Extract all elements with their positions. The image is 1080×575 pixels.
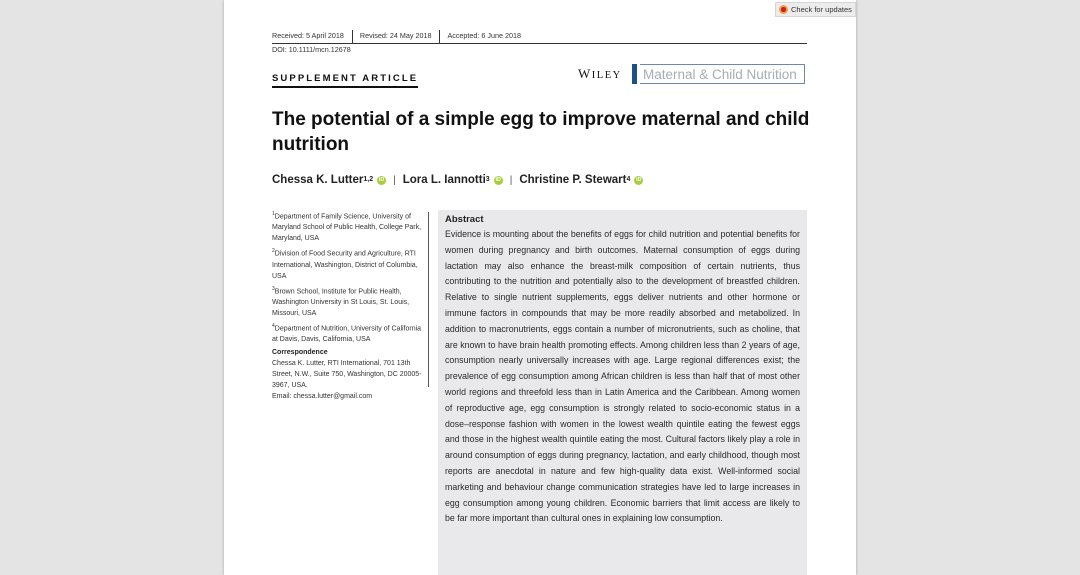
author-separator: |	[509, 174, 513, 186]
affiliations	[272, 209, 428, 402]
affiliation-number: 1	[272, 211, 275, 217]
affiliation-text: Department of Nutrition, University of California at Davis, Davis, California, USA	[272, 325, 422, 344]
affiliation-number: 2	[272, 248, 275, 255]
author-affil-sup: 4	[626, 175, 631, 183]
affiliation-number: 4	[272, 322, 275, 329]
author-name[interactable]: Lora L. Iannotti	[402, 174, 486, 186]
check-updates-label: Check for updates	[791, 5, 852, 14]
author-name[interactable]: Christine P. Stewart	[519, 174, 627, 186]
abstract-box	[438, 210, 807, 575]
article-title: The potential of a simple egg to improve maternal and child nutrition	[272, 109, 810, 155]
article-type-label: SUPPLEMENT ARTICLE	[272, 73, 418, 88]
accepted-date: Accepted: 6 June 2018	[447, 31, 521, 40]
journal-name: Maternal & Child Nutrition	[640, 64, 805, 84]
author-list	[272, 174, 643, 186]
correspondence-address: Chessa K. Lutter, RTI International, 701 13th Street, N.W., Suite 750, Washington, DC 20005-3967, USA.	[272, 360, 422, 390]
article-dates	[272, 30, 807, 44]
affiliation-text: Department of Family Science, University of Maryland School of Public Health, College Park, Maryland, USA	[272, 213, 422, 243]
revised-date: Revised: 24 May 2018	[360, 30, 441, 43]
correspondence-email[interactable]: Email: chessa.lutter@gmail.com	[272, 393, 373, 401]
author-separator: |	[393, 174, 396, 186]
author-affil-sup: 1,2	[363, 175, 374, 183]
publisher-logo-rest: ILEY	[591, 70, 622, 81]
abstract-heading: Abstract	[445, 214, 484, 225]
crossmark-icon	[779, 5, 788, 14]
publisher-logo-initial: W	[578, 66, 592, 81]
affiliation-item	[272, 246, 428, 281]
orcid-icon[interactable]: iD	[636, 176, 642, 183]
correspondence-heading: Correspondence	[272, 349, 328, 357]
affiliation-item	[272, 321, 428, 345]
affiliation-item	[272, 209, 428, 244]
affiliation-text: Division of Food Security and Agriculture, RTI International, Washington, District of Columbia, USA	[272, 250, 418, 280]
affiliation-item	[272, 284, 428, 319]
orcid-icon[interactable]: iD	[378, 176, 385, 183]
affiliation-number: 3	[272, 285, 275, 292]
journal-accent-bar	[632, 64, 637, 84]
abstract-body: Evidence is mounting about the benefits of eggs for child nutrition and potential benefits for women during pregnancy and birth outcomes. Maternal consumption of eggs during lactation may also enhance the breast-milk composition of certain nutrients, thus contributing to the nutrition and potentially also to the development of breastfed children. Relative to single nutrient supplements, eggs deliver nutrients and other hormone or immune factors in compounds that may be more readily absorbed and metabolized. In addition to macronutrients, eggs contain a number of micronutrients, such as choline, that are known to have brain health promoting effects. Among children less than 2 years of age, consumption nearly universally increases with age. Large regional differences exist; the prevalence of egg consumption among African children is less than half that of most other world regions and threefold less than in Latin America and the Caribbean. Among women of reproductive age, egg consumption is strongly related to socio-economic status in a dose–response fashion with women in the lowest wealth quintile eating the fewest eggs and those in the highest wealth quintile eating the most. Cultural factors likely play a role in around consumption of eggs during pregnancy, lactation, and early childhood, though most reports are anecdotal in nature and few high-quality data exist. Well-informed social marketing and behaviour change communication strategies have led to large increases in egg consumption among young children. Economic barriers that limit access are likely to be far more important than cultural ones in explaining low consumption.	[445, 229, 800, 524]
affiliation-text: Brown School, Institute for Public Health, Washington University in St Louis, St. Louis, Missouri, USA	[272, 287, 410, 317]
publisher-logo	[578, 66, 622, 82]
received-date: Received: 5 April 2018	[272, 30, 353, 43]
doi-link[interactable]: DOI: 10.1111/mcn.12678	[272, 45, 351, 54]
column-divider	[428, 212, 429, 387]
author-affil-sup: 3	[485, 175, 490, 183]
orcid-icon[interactable]: iD	[495, 176, 501, 183]
check-for-updates-button[interactable]	[775, 2, 856, 17]
author-name[interactable]: Chessa K. Lutter	[272, 174, 364, 186]
